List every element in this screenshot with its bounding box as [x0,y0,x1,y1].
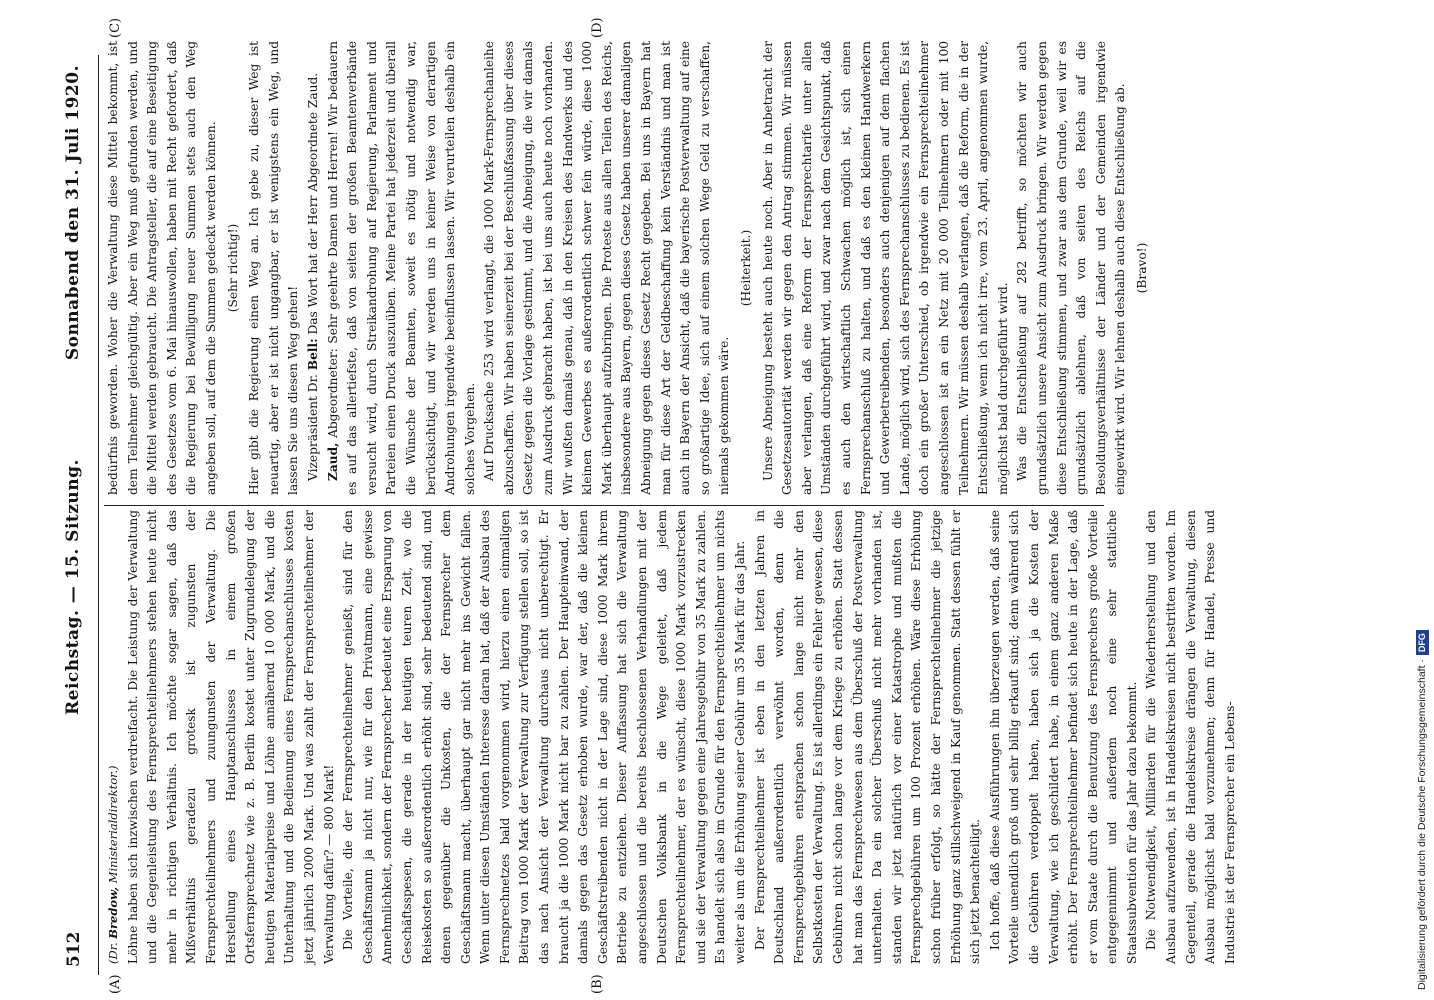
speaker-name: Bredow, [106,886,120,939]
page-number: 512 [64,931,84,967]
session-title: Reichstag. — 15. Sitzung. [63,459,83,715]
margin-letter-d: (D) [590,17,605,38]
speaker-prefix: (Dr. [106,942,120,964]
paragraph: Ich hoffe, daß diese Ausführungen ihn überzeugen werden, daß seine Vorteile unendlich groß und sehr billig erkauft sind; denn während sich die Gebühren verdoppelt haben, haben sich ja die Kosten der Verwaltung, wie ich geschildert habe, in einem ganz anderen Maße erhöht. Der Fernsprechteilnehmer befindet sich heute in der Lage, daß er vom Staate durch die Benutzung des Fernsprechers große Vorteile entgegennimmt und außerdem noch eine sehr stattliche Staatssubvention für das Jahr dazu bekommt. [987,510,1139,964]
paragraph: Was die Entschließung auf 282 betrifft, so möchten wir auch grundsätzlich unsere Ansicht zum Ausdruck bringen. Wir werden gegen diese Entschließung stimmen, und zwar aus dem Grunde, weil wir es grundsätzlich ablehnen, daß von seiten des Reichs auf die Besoldungsverhältnisse der Länder und der Gemeinden irgendwie eingewirkt wird. Wir lehnen deshalb auch diese Entschließung ab. [1015,41,1128,495]
paragraph: Unsere Abneigung besteht auch heute noch. Aber in Anbetracht der Gesetzesautorität werden wir gegen den Antrag stimmen. Wir müssen aber verlangen, daß eine Reform der Fernsprechtarife unter allen Umständen durchgeführt wird, und zwar nach dem Gesichtspunkt, daß es auch den wirtschaftlich Schwachen möglich ist, sich einen Fernsprechanschluß zu halten, und daß es den kleinen Handwerkern und Gewerbetreibenden, besonders auch denjenigen auf dem flachen Lande, möglich wird, sich des Fernsprechanschlusses zu bedienen. Es ist doch ein großer Unterschied, ob irgendwie ein Fernsprechteilnehmer angeschlossen ist an ein Netz mit 20 000 Teilnehmern oder mit 100 Teilnehmern. Wir müssen deshalb verlangen, daß die Reform, die in der Entschließung, wenn ich nicht irre, vom 23. April, angenommen wurde, möglichst bald durchgeführt wird. [760,41,1010,495]
digitization-text: Digitalisierung gefördert durch die Deutsche Forschungsgemeinschaft · [1416,659,1428,990]
chair-remark [304,41,324,495]
interjection: (Bravo!) [1134,242,1149,294]
margin-letter-b: (B) [590,974,605,994]
paragraph: Die Vorteile, die der Fernsprechteilnehmer genießt, sind für den Geschäftsmann ja nicht nur, wie für den Privatmann, eine gewisse Annehmlichkeit, sondern der Fernsprecher bedeutet eine Ersparung von Geschäftsspesen, die gerade in der heutigen teuren Zeit, wo die Reisekosten so außerordentlich erhöht sind, sehr bedeutend sind, und denen gegenüber die Unkosten, die der Fernsprecher dem Geschäftsmann macht, überhaupt gar nicht mehr ins Gewicht fallen. Wenn unter diesen Umständen Interesse daran hat, daß der Ausbau des Fernsprechnetzes bald vorgenommen wird, hierzu einen einmaligen Beitrag von 1000 Mark der Verwaltung zur Verfügung stellen soll, so ist das nach Ansicht der Verwaltung durchaus nicht unberechtigt. Er braucht ja die 1000 Mark nicht bar zu zahlen. Der Haupteinwand, der damals gegen das Gesetz erhoben wurde, war der, daß die kleinen Geschäftstreibenden nicht in der Lage sind, diese 1000 Mark ihrem Betriebe zu entziehen. Dieser Auffassung hat sich die Verwaltung angeschlossen und die bereits beschlossenen Verhandlungen mit der Deutschen Volksbank in die Wege geleitet, daß jedem Fernsprechteilnehmer, der es wünscht, diese 1000 Mark vorzustrecken und sie der Verwaltung gegen eine Jahresgebühr von 35 Mark zu zahlen. Es handelt sich also im Grunde für den Fernsprechteilnehmer um nichts weiter als um die Erhöhung seiner Gebühr um 35 Mark für das Jahr. [341,510,747,964]
speaker-text: Abgeordneter: Sehr geehrte Damen und Herren! Wir bedauern es auf das allertiefste, daß von seiten der großen Beamtenverbände versucht wird, durch Streikandrohung auf Regierung, Parlament und Parteien einen Druck auszuüben. Meine Partei hat jederzeit und überall die Wünsche der Beamten, soweit es nötig und notwendig war, berücksichtigt, und wir werden uns in keiner Weise von derartigen Androhungen irgendwie beeinflussen lassen. Wir verurteilen deshalb ein solches Vorgehen. [325,41,477,495]
speaker-paragraph [324,41,481,495]
digitization-note [1412,10,1432,990]
interjection: (Heiterkeit.) [739,229,753,307]
chair-text: Das Wort hat der Herr Abgeordnete Zaud. [305,72,320,335]
paragraph: Löhne haben sich inzwischen verdreifacht. Die Leistung der Verwaltung und die Gegenleistung des Fernsprechteilnehmers stehen heute nicht mehr in richtigen Verhältnis. Ich möchte sogar sagen, daß das Mißverhältnis geradezu grotesk ist zugunsten der Fernsprechteilnehmers und zuungunsten der Verwaltung. Die Herstellung eines Hauptanschlusses in einem großen Ortsfernsprechnetz wie z. B. Berlin kostet unter Zugrundelegung der heutigen Materialpreise und Löhne annähernd 10 000 Mark, und die Unterhaltung und die Bedienung eines Fernsprechanschlusses kosten jetzt jährlich 2000 Mark. Und was zahlt der Fernsprechteilnehmer der Verwaltung dafür? — 800 Mark! [125,510,336,964]
interjection: (Sehr richtig!) [225,223,240,313]
margin-letter-a: (A) [108,974,123,994]
speaker-name: Zaud, [325,442,340,481]
left-column [104,510,1237,964]
paragraph: Hier gibt die Regierung einen Weg an. Ich gebe zu, dieser Weg ist neuartig, aber er ist nicht ungangbar, er ist wenigstens ein Weg, und lassen Sie uns diesen Weg gehen! [247,41,301,495]
right-column [104,41,1149,495]
session-date: Sonnabend den 31. Juli 1920. [63,65,83,361]
speaker-attribution [104,510,124,964]
page-header [58,55,99,975]
chair-name: Bell: [305,338,320,371]
column-divider [104,505,1104,506]
paragraph: Der Fernsprechteilnehmer ist eben in den letzten Jahren in Deutschland außerordentlich verwöhnt worden, denn die Fernsprechgebühren entsprachen schon lange nicht mehr den Selbstkosten der Verwaltung. Es ist allerdings ein Fehler gewesen, diese Gebühren nicht schon lange vor dem Kriege zu erhöhen. Statt dessen hat man das Fernsprechwesen aus dem Überschuß der Postverwaltung unterhalten. Da ein solcher Überschuß nicht mehr vorhanden ist, standen wir jetzt natürlich vor einer Katastrophe und mußten die Fernsprechgebühren um 100 Prozent erhöhen. Wäre diese Erhöhung schon früher erfolgt, so hätte der Fernsprechteilnehmer die jetzige Erhöhung ganz stillschweigend in Kauf genommen. Statt dessen fühlt er sich jetzt benachteiligt. [752,510,983,964]
margin-letter-c: (C) [108,17,123,38]
paragraph: Auf Drucksache 253 wird verlangt, die 1000 Mark-Fernsprechanleihe abzuschaffen. Wir haben seinerzeit bei der Beschlußfassung über dieses Gesetz gegen die Vorlage gestimmt, und die Abneigung, die wir damals zum Ausdruck gebracht haben, ist bei uns auch heute noch vorhanden. Wir wußten damals genau, daß in den Kreisen des Handwerks und des kleinen Gewerbes es außerordentlich schwer fein würde, diese 1000 Mark überhaupt aufzubringen. Die Proteste aus allen Teilen des Reichs, insbesondere aus Bayern, gegen dieses Gesetz haben unserer damaligen Abneigung gegen dieses Gesetz Recht gegeben. Bei uns in Bayern hat man für diese Art der Geldbeschaffung kein Verständnis und man ist auch in Bayern der Ansicht, daß die bayerische Postverwaltung auf eine so großartige Idee, sich auf einem solchen Wege Geld zu verschaffen, niemals gekommen wäre. [482,41,732,495]
paragraph: Die Notwendigkeit, Milliarden für die Wiederherstellung und den Ausbau aufzuwenden, ist in Handelskreisen nicht bestritten worden. Im Gegenteil, gerade die Handelskreise drängen die Verwaltung, diesen Ausbau möglichst bald vorzunehmen; denn für Handel, Presse und Industrie ist der Fernsprecher ein Lebens- [1144,510,1237,964]
chair-title: Vizepräsident Dr. [305,374,320,481]
paragraph: bedürfnis geworden. Woher die Verwaltung diese Mittel bekommt, ist dem Teilnehmer gleichgültig. Aber ein Weg muß gefunden werden, und die Mittel werden gebraucht. Die Antragsteller, die auf eine Beseitigung des Gesetzes vom 6. Mai hinauswollen, haben mit Recht gefordert, daß die Regierung bei Bewilligung neuer Summen stets auch den Weg angeben soll, auf dem die Summen gedeckt werden können. [106,41,218,495]
speaker-role: Ministerialdirektor.) [106,765,120,884]
dfg-logo: DFG [1416,630,1429,655]
